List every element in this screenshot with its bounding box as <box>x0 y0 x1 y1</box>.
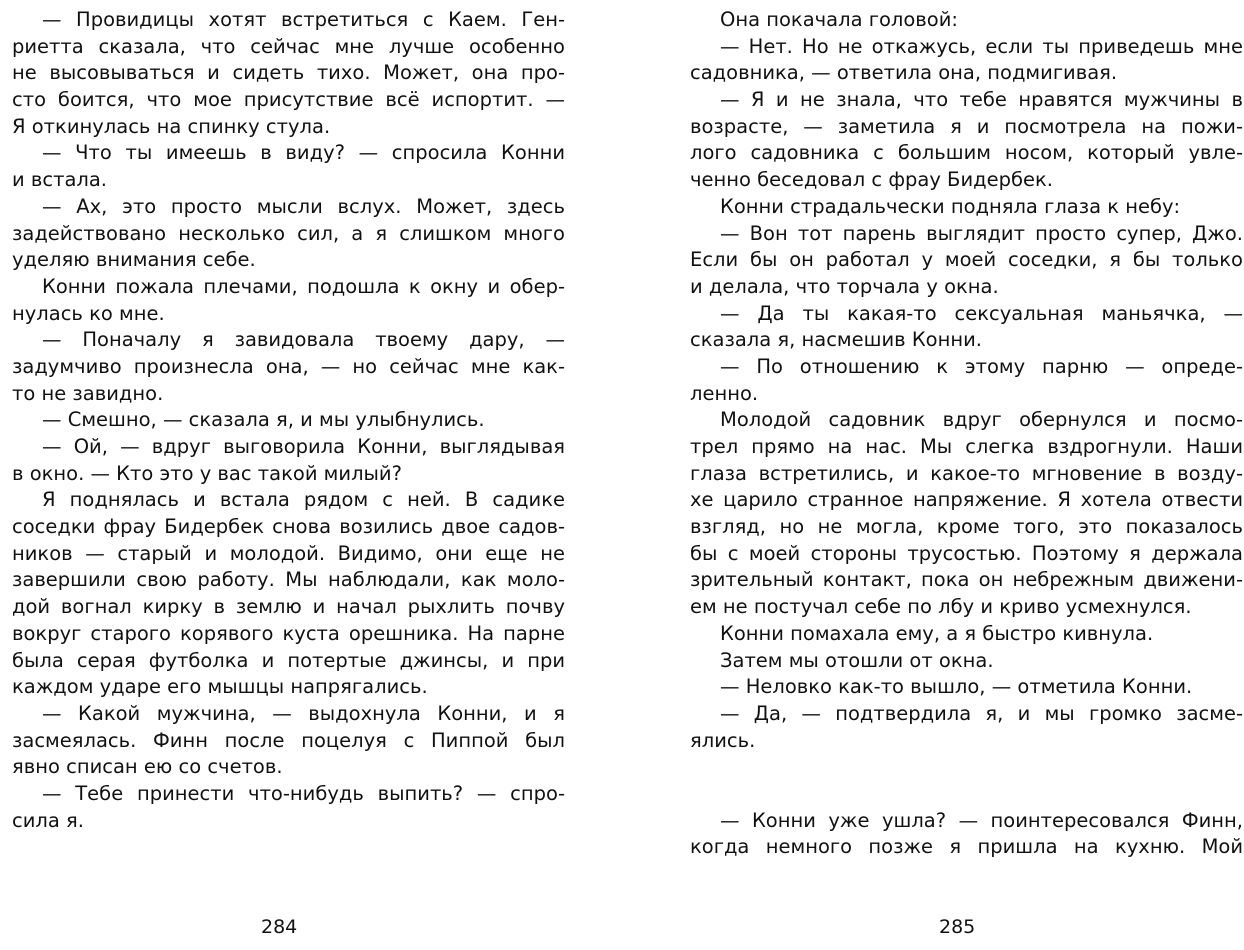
text-line: задумчиво произнесла она, — но сейчас мне как- <box>12 354 565 378</box>
text-line: — Какой мужчина, — выдохнула Конни, и я <box>42 701 565 725</box>
text-line: Я откинулась на спинку стула. <box>12 114 331 138</box>
text-line: — Поначалу я завидовала твоему дару, — <box>42 328 565 352</box>
text-line: — Нет. Но не откажусь, если ты приведешь мне <box>720 34 1243 58</box>
text-line: — Вон тот парень выглядит просто супер, Джо. <box>720 221 1243 245</box>
text-line: риетта сказала, что сейчас мне лучше особенно <box>12 34 565 58</box>
left-page <box>0 0 565 950</box>
text-line: хе царило странное напряжение. Я хотела отвести <box>690 488 1243 512</box>
right-page <box>690 0 1243 950</box>
right-page-text <box>690 7 1243 861</box>
text-line: садовника, — ответила она, подмигивая. <box>690 61 1118 85</box>
text-line: Конни страдальчески подняла глаза к небу: <box>720 194 1181 218</box>
text-line: — Да, — подтвердила я, и мы громко засме- <box>720 701 1243 725</box>
text-line: в окно. — Кто это у вас такой милый? <box>12 461 402 485</box>
text-line: и делала, что торчала у окна. <box>690 274 999 298</box>
text-line: сказала я, насмешив Конни. <box>690 328 982 352</box>
text-line: — Конни уже ушла? — поинтересовался Финн, <box>720 808 1243 832</box>
text-line: — Ах, это просто мысли вслух. Может, здесь <box>42 194 565 218</box>
text-line: сила я. <box>12 808 84 832</box>
text-line: задействовано несколько сил, а я слишком много <box>12 221 565 245</box>
text-line: нулась ко мне. <box>12 301 165 325</box>
text-line: уделяю внимания себе. <box>12 248 256 272</box>
text-line: — Неловко как-то вышло, — отметила Конни. <box>720 675 1193 699</box>
text-line: ченно беседовал с фрау Бидербек. <box>690 168 1053 192</box>
text-line: вокруг старого корявого куста орешника. На парне <box>12 621 565 645</box>
text-line: каждом ударе его мышцы напрягались. <box>12 675 428 699</box>
left-page-text <box>12 7 565 834</box>
text-line: возрасте, — заметила я и посмотрела на пожи- <box>690 114 1243 138</box>
text-line: взгляд, но не могла, кроме того, это показалось <box>690 515 1243 539</box>
text-line: — Тебе принести что-нибудь выпить? — спро- <box>42 781 565 805</box>
text-line: была серая футболка и потертые джинсы, и при <box>12 648 565 672</box>
text-line: — Провидицы хотят встретиться с Каем. Ген- <box>42 8 565 31</box>
text-line: то не завидно. <box>12 381 164 405</box>
text-line: Если бы он работал у моей соседки, я бы только <box>690 248 1243 272</box>
text-line: — Что ты имеешь в виду? — спросила Конни <box>42 141 565 165</box>
text-line: засмеялась. Финн после поцелуя с Пиппой был <box>12 728 565 752</box>
text-line: ем не постучал себе по лбу и криво усмехнулся. <box>690 595 1192 619</box>
text-line: соседки фрау Бидербек снова возились двое садов- <box>12 515 565 539</box>
text-line: Конни пожала плечами, подошла к окну и обер- <box>42 274 565 298</box>
text-line: глаза встретились, и какое-то мгновение в возду- <box>690 461 1243 485</box>
text-line: не высовываться и сидеть тихо. Может, она про- <box>12 61 565 85</box>
text-line: трел прямо на нас. Мы слегка вздрогнули. Наши <box>690 435 1243 458</box>
text-line: — По отношению к этому парню — опреде- <box>720 354 1243 378</box>
text-line: завершили свою работу. Мы наблюдали, как моло- <box>12 568 565 592</box>
blank-line <box>690 754 1243 807</box>
text-line: Я поднялась и встала рядом с ней. В садике <box>42 488 565 512</box>
text-line: ленно. <box>690 381 759 405</box>
text-line: зрительный контакт, пока он небрежным движени- <box>690 568 1243 592</box>
right-page-number: 285 <box>939 916 976 938</box>
text-line: — Ой, — вдруг выговорила Конни, выглядывая <box>42 435 565 458</box>
text-line: Она покачала головой: <box>720 8 958 31</box>
text-line: сто боится, что мое присутствие всё испортит. — <box>12 88 565 112</box>
text-line: ников — старый и молодой. Видимо, они еще не <box>12 541 565 565</box>
text-line: бы с моей стороны трусостью. Поэтому я держала <box>690 541 1243 565</box>
text-line: — Да ты какая-то сексуальная маньячка, — <box>720 301 1243 325</box>
text-line: Затем мы отошли от окна. <box>720 648 994 672</box>
text-line: дой вогнал кирку в землю и начал рыхлить почву <box>12 595 565 619</box>
text-line: и встала. <box>12 168 108 192</box>
text-line: Конни помахала ему, а я быстро кивнула. <box>720 621 1154 645</box>
text-line: — Смешно, — сказала я, и мы улыбнулись. <box>42 408 485 432</box>
text-line: — Я и не знала, что тебе нравятся мужчины в <box>720 88 1243 112</box>
left-page-number: 284 <box>261 916 298 938</box>
text-line: лого садовника с большим носом, который увле- <box>690 141 1243 165</box>
text-line: явно списан ею со счетов. <box>12 755 283 779</box>
text-line: Молодой садовник вдруг обернулся и посмо- <box>720 408 1243 432</box>
text-line: ялись. <box>690 728 756 752</box>
text-line: когда немного позже я пришла на кухню. Мой <box>690 835 1243 859</box>
